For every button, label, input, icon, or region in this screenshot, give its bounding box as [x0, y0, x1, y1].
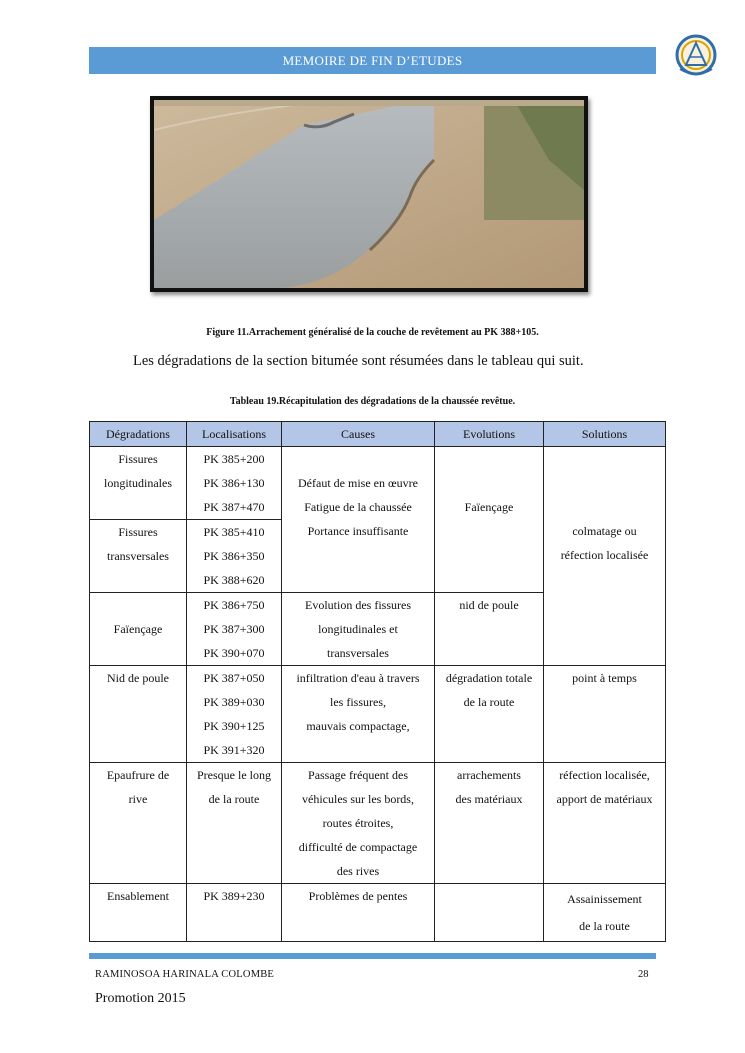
localisation-cell: [187, 447, 282, 520]
cell-line: PK 386+350: [203, 549, 265, 563]
cell-line: PK 387+470: [203, 500, 265, 514]
table-row: [90, 763, 666, 884]
cell-line: longitudinales et: [318, 622, 398, 636]
cell-line: Problèmes de pentes: [308, 889, 408, 903]
cell-line: transversales: [107, 549, 169, 563]
figure-caption: Figure 11.Arrachement généralisé de la couche de revêtement au PK 388+105.: [206, 327, 539, 338]
cell-line: PK 388+620: [203, 573, 265, 587]
cell-line: de la route: [463, 695, 515, 709]
cell-line: PK 389+230: [203, 889, 265, 903]
university-logo: [674, 33, 718, 79]
causes-cell: [282, 666, 435, 763]
cell-line: Presque le long: [197, 768, 271, 782]
cell-line: arrachements: [457, 768, 521, 782]
cell-line: de la route: [579, 919, 630, 933]
cell-line: les fissures,: [330, 695, 386, 709]
solution-cell: [544, 763, 666, 884]
cell-line: Fissures: [118, 452, 158, 466]
cell-line: Fissures: [118, 525, 158, 539]
header-cell: Localisations: [187, 422, 282, 447]
cell-line: rive: [128, 792, 148, 806]
header-cell: Causes: [282, 422, 435, 447]
header-title: MEMOIRE DE FIN D’ETUDES: [282, 52, 463, 68]
cell-line: Fatigue de la chaussée: [304, 500, 412, 514]
evolution-cell: [435, 666, 544, 763]
cell-line: PK 387+300: [203, 622, 265, 636]
causes-cell: [282, 763, 435, 884]
cell-line: nid de poule: [459, 598, 519, 612]
body-paragraph: Les dégradations de la section bitumée sont résumées dans le tableau qui suit.: [133, 353, 584, 369]
localisation-cell: [187, 593, 282, 666]
cell-line: Faïençage: [464, 500, 514, 514]
cell-line: routes étroites,: [322, 816, 394, 830]
cell-line: des matériaux: [455, 792, 523, 806]
cell-line: point à temps: [572, 671, 637, 685]
cell-line: difficulté de compactage: [298, 840, 418, 854]
evolution-cell: [435, 884, 544, 942]
cell-line: Ensablement: [107, 889, 169, 903]
cell-line: PK 387+050: [203, 671, 265, 685]
cell-line: mauvais compactage,: [306, 719, 410, 733]
cell-line: transversales: [327, 646, 389, 660]
cell-line: PK 386+750: [203, 598, 265, 612]
degradation-cell: [90, 763, 187, 884]
solution-cell: [544, 884, 666, 942]
evolution-cell: [435, 593, 544, 666]
causes-cell: [282, 447, 435, 593]
evolution-cell: [435, 447, 544, 593]
degradation-cell: [90, 447, 187, 520]
cell-line: PK 390+125: [203, 719, 265, 733]
table-row: [90, 447, 666, 520]
cell-line: Portance insuffisante: [307, 524, 409, 538]
evolution-cell: [435, 763, 544, 884]
footer-promotion: Promotion 2015: [95, 991, 186, 1006]
footer-author: RAMINOSOA HARINALA COLOMBE: [95, 969, 275, 980]
cell-line: PK 385+200: [203, 452, 265, 466]
header-cell: Solutions: [544, 422, 666, 447]
running-header: [89, 47, 656, 74]
cell-line: réfection localisée: [560, 548, 649, 562]
localisation-cell: [187, 520, 282, 593]
footer-bar: [89, 953, 656, 959]
cell-line: apport de matériaux: [556, 792, 653, 806]
localisation-cell: [187, 763, 282, 884]
cell-line: longitudinales: [104, 476, 172, 490]
cell-line: dégradation totale: [445, 671, 533, 685]
localisation-cell: [187, 666, 282, 763]
cell-line: réfection localisée,: [559, 768, 650, 782]
localisation-cell: [187, 884, 282, 942]
page-number: 28: [638, 969, 649, 980]
cell-line: PK 390+070: [203, 646, 265, 660]
table-caption: Tableau 19.Récapitulation des dégradations de la chaussée revêtue.: [229, 396, 516, 407]
causes-cell: [282, 884, 435, 942]
cell-line: colmatage ou: [572, 524, 637, 538]
cell-line: Assainissement: [567, 892, 642, 906]
cell-line: PK 385+410: [203, 525, 265, 539]
cell-line: Passage fréquent des: [308, 768, 408, 782]
degradation-cell: [90, 593, 187, 666]
degradation-cell: [90, 884, 187, 942]
cell-line: Faïençage: [113, 622, 163, 636]
causes-cell: [282, 593, 435, 666]
photo-image: [154, 100, 584, 288]
solution-cell: [544, 666, 666, 763]
header-cell: Dégradations: [90, 422, 187, 447]
degradation-cell: [90, 666, 187, 763]
cell-line: PK 389+030: [203, 695, 265, 709]
table-row: [90, 666, 666, 763]
solution-cell: [544, 447, 666, 666]
table-row: [90, 884, 666, 942]
header-cell: Evolutions: [435, 422, 544, 447]
road-degradation-photo: [150, 96, 588, 292]
cell-line: PK 386+130: [203, 476, 265, 490]
cell-line: véhicules sur les bords,: [302, 792, 414, 806]
degradation-cell: [90, 520, 187, 593]
cell-line: Nid de poule: [107, 671, 169, 685]
cell-line: de la route: [208, 792, 260, 806]
cell-line: Evolution des fissures: [305, 598, 411, 612]
table-header-row: [90, 422, 666, 447]
cell-line: Défaut de mise en œuvre: [298, 476, 418, 490]
cell-line: PK 391+320: [203, 743, 265, 757]
cell-line: infiltration d'eau à travers: [296, 671, 420, 685]
cell-line: Epaufrure de: [106, 768, 170, 782]
cell-line: des rives: [336, 864, 380, 878]
degradations-table: [89, 421, 666, 942]
